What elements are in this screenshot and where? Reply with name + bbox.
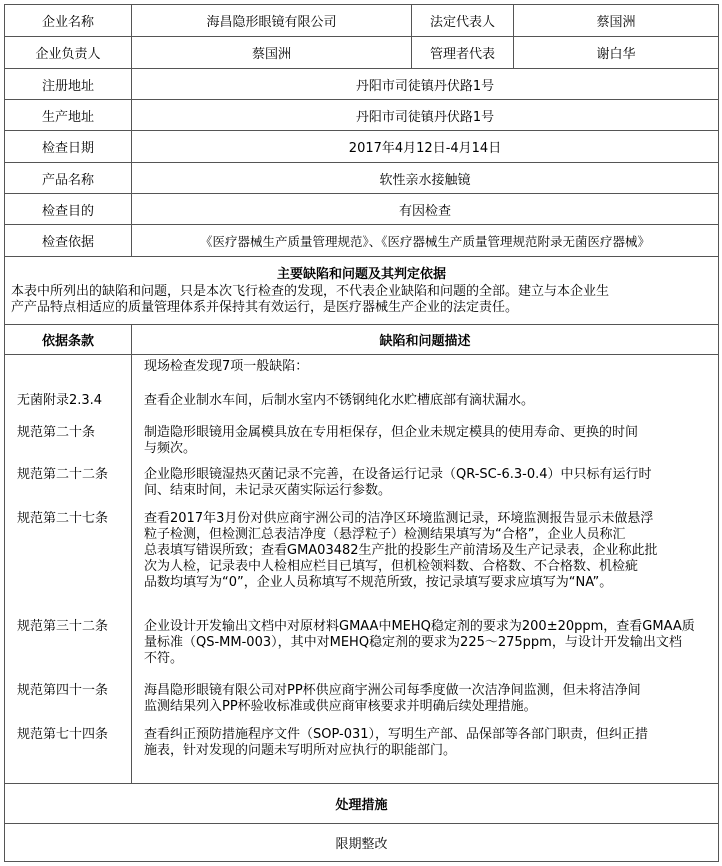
finding-desc-line: 量标准（QS-MM-003），其中对MEHQ稳定剂的要求为225～275ppm，与设计开发输出文档 — [144, 635, 682, 650]
main-section-title: 主要缺陷和问题及其判定依据 — [276, 266, 446, 282]
finding-desc — [144, 425, 706, 457]
finding-desc-line: 品数均填写为“0”，企业人员称填写不规范所致，按记录填写要求应填写为“NA”。 — [144, 575, 613, 590]
main-section-note-line-2: 产产品特点相适应的质量管理体系并保持其有效运行，是医疗器械生产企业的法定责任。 — [11, 299, 519, 315]
responsible-value: 蔡国洲 — [132, 37, 412, 69]
finding-desc-line: 粒子检测，但检测汇总表洁净度（悬浮粒子）检测结果填写为“合格”，企业人员称汇 — [144, 527, 626, 542]
reg-address-value: 丹阳市司徒镇丹伏路1号 — [132, 69, 719, 100]
finding-desc-line: 企业隐形眼镜湿热灭菌记录不完善，在设备运行记录（QR-SC-6.3-0.4）中只标有运行时 — [144, 467, 652, 482]
finding-desc-line: 海昌隐形眼镜有限公司对PP杯供应商宇洲公司每季度做一次洁净间监测，但未将洁净间 — [144, 683, 641, 698]
finding-ref: 无菌附录2.3.4 — [17, 393, 103, 408]
product-value: 软性亲水接触镜 — [132, 163, 719, 194]
main-section-cell — [5, 257, 719, 325]
finding-desc — [144, 511, 706, 591]
finding-desc-line: 查看企业制水车间，后制水室内不锈钢纯化水贮槽底部有滴状漏水。 — [144, 393, 535, 408]
company-name-value: 海昌隐形眼镜有限公司 — [132, 5, 412, 37]
manager-rep-value: 谢白华 — [514, 37, 719, 69]
responsible-label: 企业负责人 — [5, 37, 132, 69]
finding-desc-line: 间、结束时间，未记录灭菌实际运行参数。 — [144, 483, 392, 498]
finding-ref: 规范第二十条 — [17, 425, 96, 440]
finding-desc-line: 与频次。 — [144, 441, 197, 456]
finding-desc-line: 查看纠正预防措施程序文件（SOP-031），写明生产部、品保部等各部门职责，但纠正措 — [144, 727, 649, 742]
finding-ref: 规范第二十二条 — [17, 467, 109, 482]
product-label: 产品名称 — [5, 163, 132, 194]
finding-ref: 规范第七十四条 — [17, 727, 109, 742]
col-desc-header: 缺陷和问题描述 — [132, 325, 719, 355]
measures-title: 处理措施 — [5, 784, 719, 824]
reg-address-label: 注册地址 — [5, 69, 132, 100]
legal-rep-value: 蔡国洲 — [514, 5, 719, 37]
findings-intro: 现场检查发现7项一般缺陷： — [144, 359, 309, 374]
finding-desc-line: 不符。 — [144, 651, 184, 666]
findings-ref-cell — [5, 355, 132, 784]
measures-value: 限期整改 — [5, 824, 719, 862]
finding-ref: 规范第二十七条 — [17, 511, 109, 526]
company-name-label: 企业名称 — [5, 5, 132, 37]
inspection-table — [4, 4, 719, 862]
finding-desc-line: 查看2017年3月份对供应商宇洲公司的洁净区环境监测记录，环境监测报告显示未做悬浮 — [144, 511, 654, 526]
col-basis-header: 依据条款 — [5, 325, 132, 355]
finding-ref: 规范第四十一条 — [17, 683, 109, 698]
manager-rep-label: 管理者代表 — [412, 37, 514, 69]
finding-desc-line: 总表填写错误所致；查看GMA03482生产批的投影生产前清场及生产记录表，企业称此批 — [144, 543, 658, 558]
date-label: 检查日期 — [5, 131, 132, 163]
findings-desc-cell — [132, 355, 719, 784]
prod-address-value: 丹阳市司徒镇丹伏路1号 — [132, 100, 719, 131]
basis-label: 检查依据 — [5, 225, 132, 257]
purpose-value: 有因检查 — [132, 194, 719, 225]
finding-desc — [144, 727, 706, 759]
finding-desc-line: 次为人检，记录表中人检相应栏目已填写，但机检领料数、合格数、不合格数、机检疵 — [144, 559, 639, 574]
finding-desc-line: 制造隐形眼镜用金属模具放在专用柜保存，但企业未规定模具的使用寿命、更换的时间 — [144, 425, 639, 440]
purpose-label: 检查目的 — [5, 194, 132, 225]
finding-desc-line: 监测结果列入PP杯验收标准或供应商审核要求并明确后续处理措施。 — [144, 699, 537, 714]
finding-ref: 规范第三十二条 — [17, 619, 109, 634]
finding-desc — [144, 393, 706, 409]
finding-desc — [144, 619, 706, 667]
basis-value: 《医疗器械生产质量管理规范》、《医疗器械生产质量管理规范附录无菌医疗器械》 — [132, 225, 719, 257]
finding-desc — [144, 467, 706, 499]
finding-desc-line: 施表，针对发现的问题未写明所对应执行的职能部门。 — [144, 743, 457, 758]
date-value: 2017年4月12日-4月14日 — [132, 131, 719, 163]
prod-address-label: 生产地址 — [5, 100, 132, 131]
legal-rep-label: 法定代表人 — [412, 5, 514, 37]
finding-desc — [144, 683, 706, 715]
finding-desc-line: 企业设计开发输出文档中对原材料GMAA中MEHQ稳定剂的要求为200±20ppm，查看GMAA质 — [144, 619, 695, 634]
main-section-note-line-1: 本表中所列出的缺陷和问题，只是本次飞行检查的发现，不代表企业缺陷和问题的全部。建立与本企业生 — [11, 283, 610, 299]
